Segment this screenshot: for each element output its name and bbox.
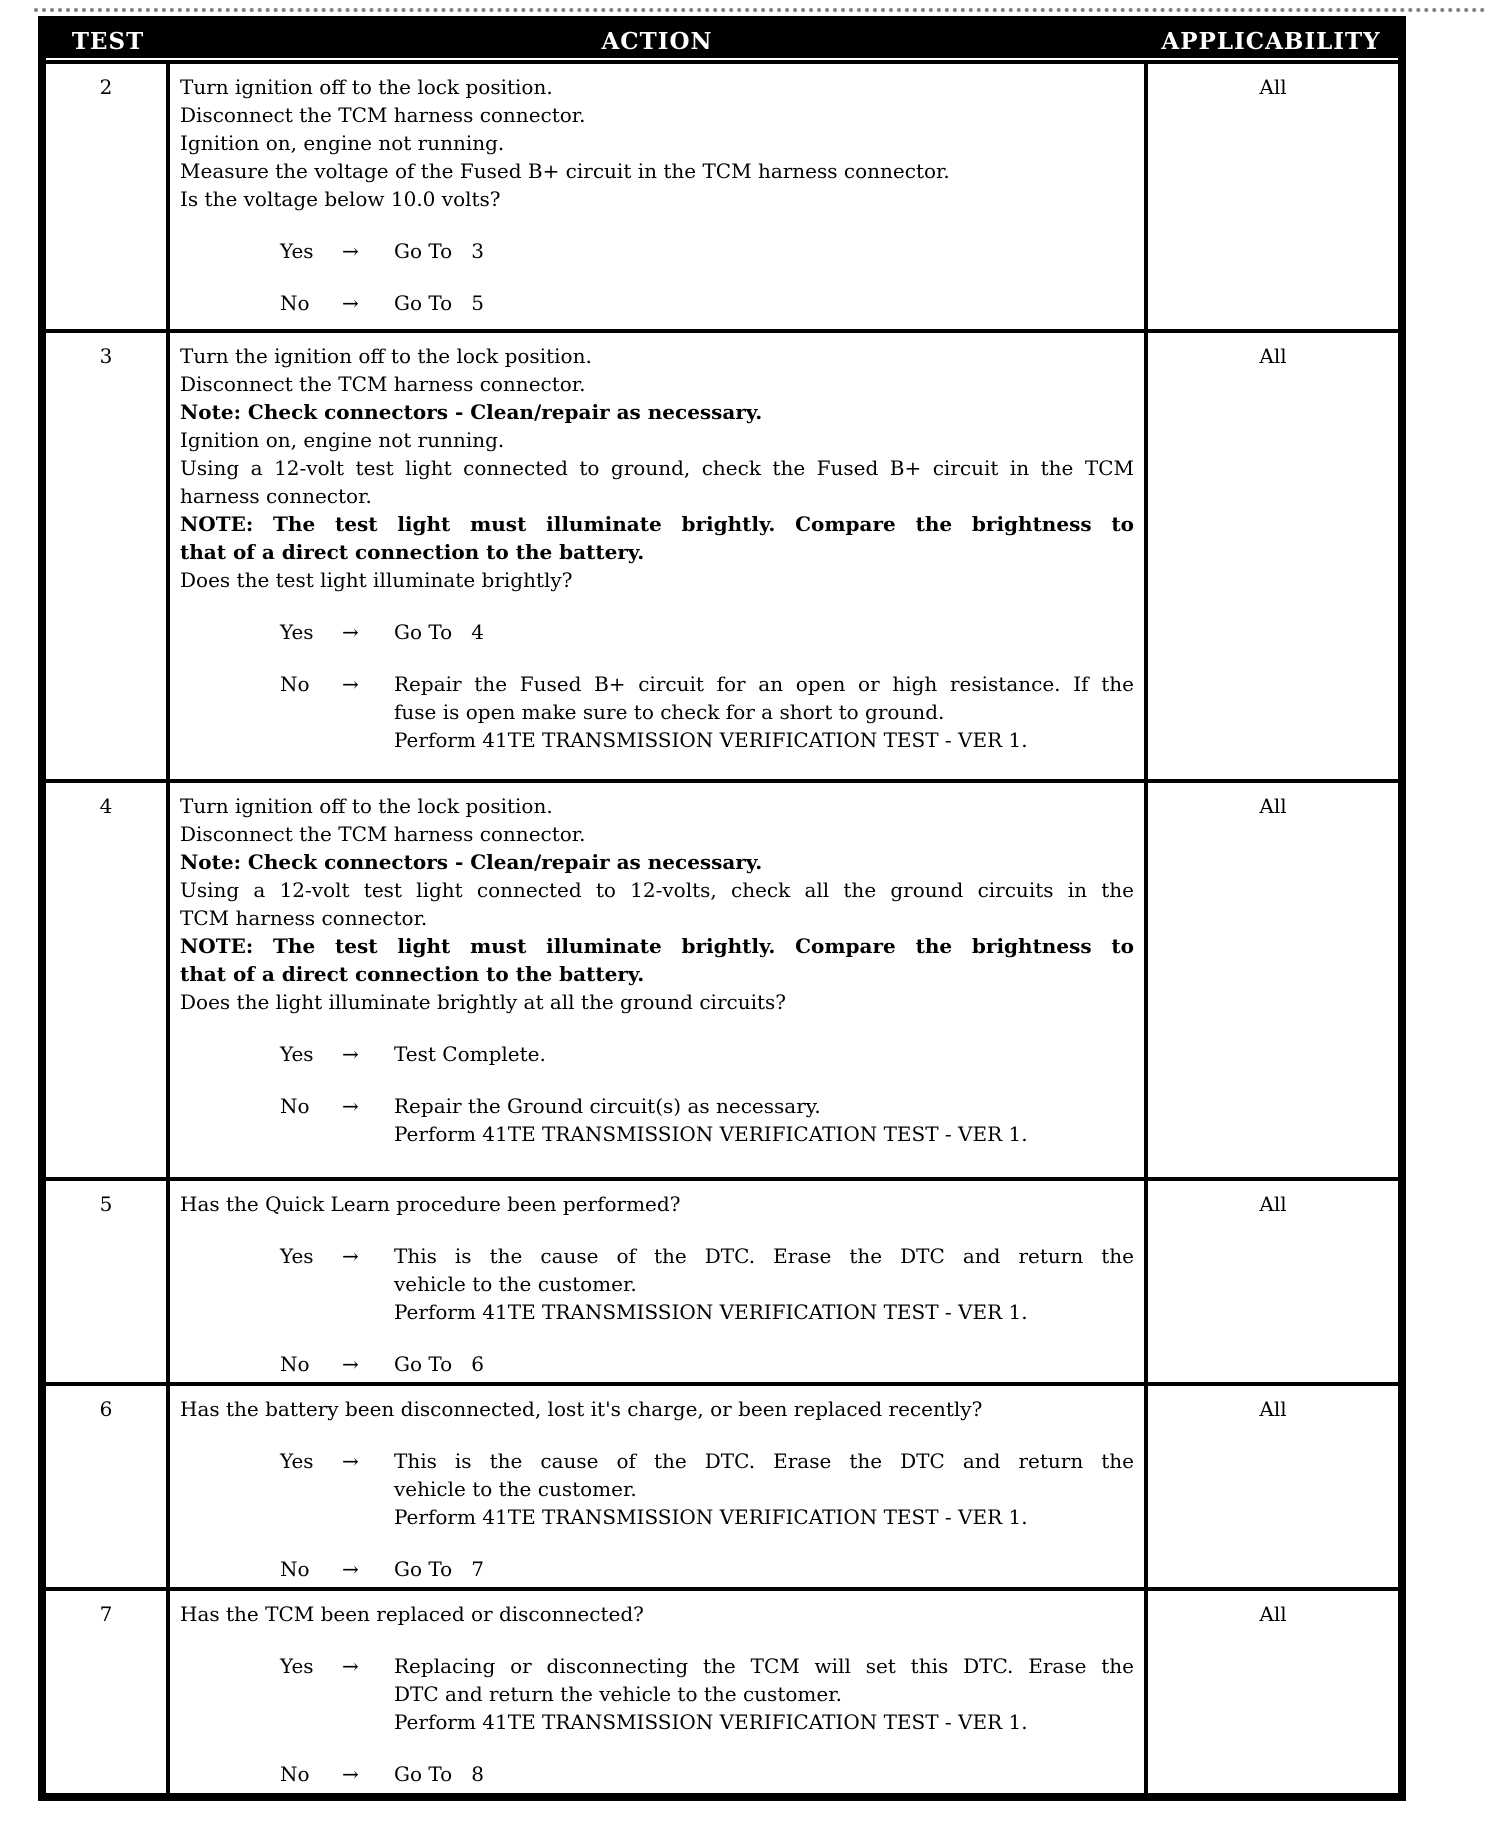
scan-artifact-line [34,8,1486,12]
decision-result [394,1760,1134,1788]
decision-result [394,670,1134,754]
instruction-line: Disconnect the TCM harness connector. [180,103,586,127]
decision-result [394,237,1134,265]
instruction-note-line: that of a direct connection to the battery. [180,962,645,986]
instruction-line: Disconnect the TCM harness connector. [180,372,586,396]
applicability-value: All [1144,1181,1398,1382]
decision-no [280,1555,1134,1583]
decision-result-line: Repair the Fused B+ circuit for an open or high resistance. If the [394,672,1134,696]
decision-result [394,1092,1134,1148]
decision-result-line: This is the cause of the DTC. Erase the DTC and return the [394,1449,1134,1473]
decision-no [280,289,1134,317]
arrow-icon: → [342,1244,359,1268]
decision-result-line: DTC and return the vehicle to the customer. [394,1682,842,1706]
instruction-line: Has the battery been disconnected, lost it's charge, or been replaced recently? [180,1397,983,1421]
instruction-line: Ignition on, engine not running. [180,428,505,452]
test-number: 5 [46,1181,170,1382]
test-number: 4 [46,783,170,1177]
decision-result-line: vehicle to the customer. [394,1477,637,1501]
decision-no [280,670,1134,754]
decision-result [394,1447,1134,1531]
instruction-line: Using a 12-volt test light connected to ground, check the Fused B+ circuit in the TCM [180,456,1134,480]
decision-label: Yes [280,620,314,644]
decision-result-line: Perform 41TE TRANSMISSION VERIFICATION TEST - VER 1. [394,1710,1028,1734]
decision-label: No [280,1557,310,1581]
decision-result-line: Perform 41TE TRANSMISSION VERIFICATION TEST - VER 1. [394,1505,1028,1529]
applicability-value: All [1144,1591,1398,1793]
instruction-note-line: that of a direct connection to the battery. [180,540,645,564]
instruction-note-line: Note: Check connectors - Clean/repair as necessary. [180,850,763,874]
arrow-icon: → [342,239,359,263]
arrow-icon: → [342,672,359,696]
table-row-test-6 [46,1382,1398,1587]
decision-yes [280,1242,1134,1326]
decision-label: Yes [280,1654,314,1678]
instruction-line: Turn ignition off to the lock position. [180,75,553,99]
action-cell [170,1386,1144,1587]
decision-result-line: Replacing or disconnecting the TCM will set this DTC. Erase the [394,1654,1134,1678]
arrow-icon: → [342,1449,359,1473]
decision-result-line: Go To 4 [394,620,484,644]
decision-yes [280,618,1134,646]
instruction-line: Has the Quick Learn procedure been performed? [180,1192,681,1216]
instruction-line: Ignition on, engine not running. [180,131,505,155]
decision-label: No [280,1094,310,1118]
decision-label: Yes [280,1244,314,1268]
decision-result-line: Go To 8 [394,1762,484,1786]
decision-result-line: Perform 41TE TRANSMISSION VERIFICATION TEST - VER 1. [394,1300,1028,1324]
table-row-test-3 [46,329,1398,779]
decision-no [280,1350,1134,1378]
decision-label: No [280,672,310,696]
decision-result [394,1652,1134,1736]
table-row-test-7 [46,1587,1398,1793]
arrow-icon: → [342,1042,359,1066]
arrow-icon: → [342,1762,359,1786]
decision-result-line: Go To 6 [394,1352,484,1376]
action-cell [170,333,1144,779]
arrow-icon: → [342,1557,359,1581]
instruction-line: Measure the voltage of the Fused B+ circuit in the TCM harness connector. [180,159,950,183]
instruction-line: TCM harness connector. [180,906,428,930]
applicability-value: All [1144,64,1398,329]
instruction-line: Does the test light illuminate brightly? [180,568,573,592]
test-number: 2 [46,64,170,329]
decision-result-line: fuse is open make sure to check for a short to ground. [394,700,945,724]
arrow-icon: → [342,1094,359,1118]
header-action: ACTION [601,27,713,55]
header-applicability: APPLICABILITY [1161,27,1381,55]
test-number: 6 [46,1386,170,1587]
decision-result-line: Go To 5 [394,291,484,315]
instruction-line: Is the voltage below 10.0 volts? [180,187,501,211]
table-row-test-4 [46,779,1398,1177]
decision-no [280,1092,1134,1148]
instruction-note-line: Note: Check connectors - Clean/repair as necessary. [180,400,763,424]
instruction-line: Turn ignition off to the lock position. [180,794,553,818]
decision-yes [280,1040,1134,1068]
decision-label: No [280,291,310,315]
arrow-icon: → [342,1654,359,1678]
decision-result [394,289,1134,317]
decision-label: Yes [280,1449,314,1473]
arrow-icon: → [342,1352,359,1376]
decision-label: No [280,1762,310,1786]
decision-result-line: Go To 7 [394,1557,484,1581]
decision-result [394,1242,1134,1326]
decision-yes [280,1447,1134,1531]
decision-result [394,1040,1134,1068]
instruction-line: Disconnect the TCM harness connector. [180,822,586,846]
arrow-icon: → [342,620,359,644]
applicability-value: All [1144,1386,1398,1587]
arrow-icon: → [342,291,359,315]
decision-label: Yes [280,1042,314,1066]
decision-result [394,1555,1134,1583]
applicability-value: All [1144,783,1398,1177]
instruction-line: harness connector. [180,484,372,508]
instruction-line: Turn the ignition off to the lock position. [180,344,592,368]
instruction-note-line: NOTE: The test light must illuminate brightly. Compare the brightness to [180,512,1134,536]
diagnostic-test-table [38,16,1406,1801]
action-cell [170,783,1144,1177]
header-test: TEST [71,27,145,55]
action-cell [170,1181,1144,1382]
decision-yes [280,1652,1134,1736]
decision-result [394,618,1134,646]
decision-result-line: Perform 41TE TRANSMISSION VERIFICATION TEST - VER 1. [394,728,1028,752]
decision-result-line: This is the cause of the DTC. Erase the DTC and return the [394,1244,1134,1268]
decision-label: No [280,1352,310,1376]
instruction-line: Does the light illuminate brightly at all the ground circuits? [180,990,787,1014]
decision-result-line: vehicle to the customer. [394,1272,637,1296]
test-number: 7 [46,1591,170,1793]
decision-result-line: Test Complete. [394,1042,546,1066]
instruction-note-line: NOTE: The test light must illuminate brightly. Compare the brightness to [180,934,1134,958]
instruction-line: Has the TCM been replaced or disconnected? [180,1602,644,1626]
table-header-row [46,24,1398,60]
table-row-test-2 [46,60,1398,329]
decision-result-line: Go To 3 [394,239,484,263]
action-cell [170,64,1144,329]
decision-no [280,1760,1134,1788]
applicability-value: All [1144,333,1398,779]
instruction-line: Using a 12-volt test light connected to 12-volts, check all the ground circuits in the [180,878,1134,902]
decision-label: Yes [280,239,314,263]
decision-yes [280,237,1134,265]
decision-result-line: Repair the Ground circuit(s) as necessary. [394,1094,821,1118]
table-row-test-5 [46,1177,1398,1382]
test-number: 3 [46,333,170,779]
decision-result [394,1350,1134,1378]
decision-result-line: Perform 41TE TRANSMISSION VERIFICATION TEST - VER 1. [394,1122,1028,1146]
action-cell [170,1591,1144,1793]
